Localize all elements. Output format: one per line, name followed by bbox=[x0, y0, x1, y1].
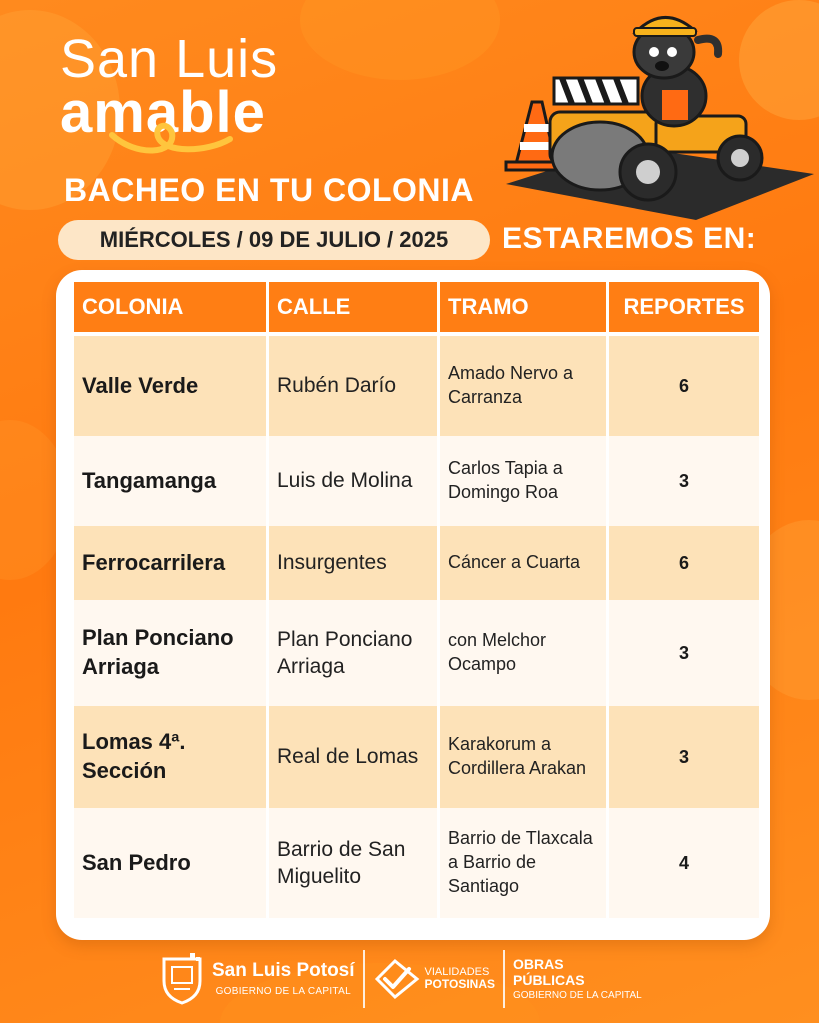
table-cell-reportes: 4 bbox=[609, 808, 759, 918]
footer-divider bbox=[503, 950, 505, 1008]
table-cell-calle: Barrio de San Miguelito bbox=[269, 808, 437, 918]
vialidades-logo bbox=[373, 957, 495, 1001]
table-cell-tramo: con Melchor Ocampo bbox=[440, 600, 606, 706]
heart-icon bbox=[106, 119, 236, 159]
vialidades-line2: POTOSINAS bbox=[424, 977, 495, 992]
table-cell-tramo: Carlos Tapia a Domingo Roa bbox=[440, 436, 606, 526]
gobierno-name: San Luis Potosí bbox=[212, 960, 355, 982]
table-cell-colonia: Plan Ponciano Arriaga bbox=[74, 600, 266, 706]
background-shape bbox=[300, 0, 500, 80]
table-cell-reportes: 6 bbox=[609, 336, 759, 436]
column-header-calle: CALLE bbox=[269, 282, 437, 332]
table-cell-colonia: San Pedro bbox=[74, 808, 266, 918]
footer-logos bbox=[160, 944, 680, 1014]
brand-line1: San Luis bbox=[60, 29, 279, 89]
table-cell-reportes: 6 bbox=[609, 526, 759, 600]
table-cell-colonia: Valle Verde bbox=[74, 336, 266, 436]
column-header-tramo: TRAMO bbox=[440, 282, 606, 332]
gobierno-logo bbox=[160, 953, 355, 1005]
obras-line1: OBRAS bbox=[513, 956, 564, 973]
footer-divider bbox=[363, 950, 365, 1008]
table-cell-tramo: Karakorum a Cordillera Arakan bbox=[440, 706, 606, 808]
gobierno-subtitle: GOBIERNO DE LA CAPITAL bbox=[215, 985, 351, 997]
table-cell-calle: Plan Ponciano Arriaga bbox=[269, 600, 437, 706]
table-cell-reportes: 3 bbox=[609, 600, 759, 706]
date-badge bbox=[58, 220, 490, 260]
column-header-colonia: COLONIA bbox=[74, 282, 266, 332]
table-cell-reportes: 3 bbox=[609, 706, 759, 808]
table-grid bbox=[74, 282, 754, 918]
obras-line2: PÚBLICAS bbox=[513, 971, 585, 988]
brand-logo bbox=[60, 29, 279, 146]
date-text: MIÉRCOLES / 09 DE JULIO / 2025 bbox=[99, 227, 449, 252]
table-cell-calle: Insurgentes bbox=[269, 526, 437, 600]
vialidades-check-icon bbox=[373, 957, 421, 1001]
table-cell-tramo: Amado Nervo a Carranza bbox=[440, 336, 606, 436]
table-cell-calle: Luis de Molina bbox=[269, 436, 437, 526]
steamroller-illustration bbox=[496, 6, 816, 220]
table-cell-tramo: Barrio de Tlaxcala a Barrio de Santiago bbox=[440, 808, 606, 918]
obras-subtitle: GOBIERNO DE LA CAPITAL bbox=[513, 989, 642, 1001]
section-heading: ESTAREMOS EN: bbox=[502, 222, 757, 255]
schedule-table bbox=[56, 270, 770, 940]
brand-line2-wrap bbox=[60, 80, 278, 146]
table-cell-reportes: 3 bbox=[609, 436, 759, 526]
column-header-reportes: REPORTES bbox=[609, 282, 759, 332]
brand-line2: amable bbox=[60, 80, 266, 146]
table-cell-tramo: Cáncer a Cuarta bbox=[440, 526, 606, 600]
table-cell-calle: Rubén Darío bbox=[269, 336, 437, 436]
page-title: BACHEO EN TU COLONIA bbox=[64, 172, 474, 208]
dog-mascot-icon bbox=[634, 17, 718, 126]
table-cell-calle: Real de Lomas bbox=[269, 706, 437, 808]
coat-of-arms-icon bbox=[160, 953, 204, 1005]
vialidades-line1: VIALIDADES bbox=[424, 965, 490, 978]
obras-logo bbox=[513, 957, 642, 1001]
table-cell-colonia: Lomas 4ª. Sección bbox=[74, 706, 266, 808]
table-cell-colonia: Tangamanga bbox=[74, 436, 266, 526]
table-cell-colonia: Ferrocarrilera bbox=[74, 526, 266, 600]
